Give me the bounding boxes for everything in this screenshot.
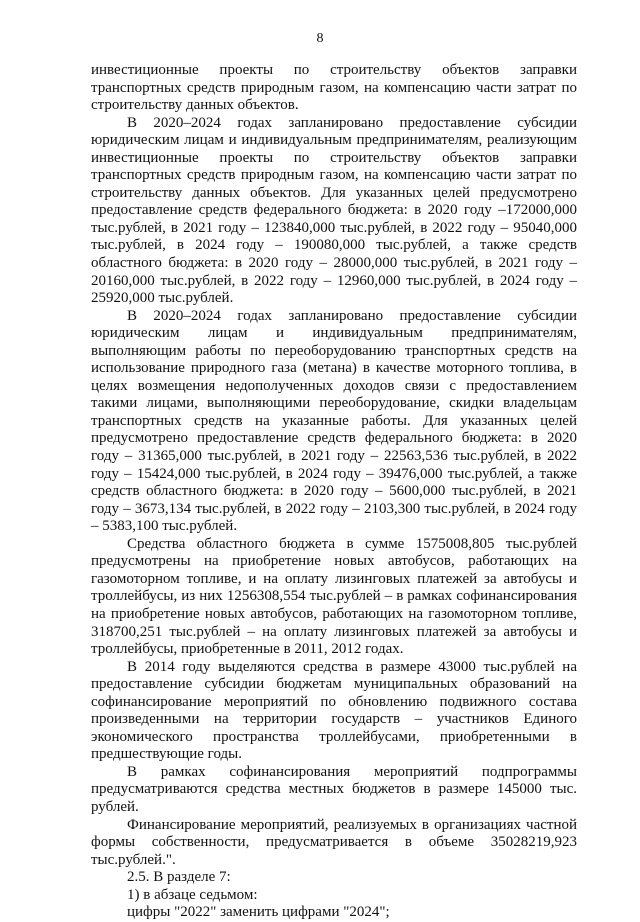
paragraph-trolleybus-2014: В 2014 году выделяются средства в размере 43000 тыс.рублей на предоставление субсидии бюджетам муниципальных образований на софинансирование мероприятий по обновлению подвижного состава произведенными на территории государств – участников Единого экономического пространства троллейбусами, приобретенными в предшествующие годы. bbox=[91, 658, 577, 763]
paragraph-local-budgets: В рамках софинансирования мероприятий подпрограммы предусматриваются средства местных бюджетов в размере 145000 тыс. рублей. bbox=[91, 763, 577, 815]
paragraph-subitem-1: 1) в абзаце седьмом: bbox=[127, 886, 258, 903]
document-body bbox=[91, 62, 577, 922]
paragraph-replace-figures: цифры "2022" заменить цифрами "2024"; bbox=[127, 904, 390, 921]
paragraph-conversion-subsidy: В 2020–2024 годах запланировано предоставление субсидии юридическим лицам и индивидуальным предпринимателям, выполняющим работы по переоборудованию транспортных средств на использование природного газа (метана) в качестве моторного топлива, в целях возмещения недополученных доходов связи с предоставлением такими лицами, выполняющими переоборудование, скидки владельцам транспортных средств на указанные работы. Для указанных целей предусмотрено предоставление средств федерального бюджета: в 2020 году – 31365,000 тыс.рублей, в 2021 году – 22563,536 тыс.рублей, в 2022 году – 15424,000 тыс.рублей, в 2024 году – 39476,000 тыс.рублей, а также средств областного бюджета: в 2020 году – 5600,000 тыс.рублей, в 2021 году – 3673,134 тыс.рублей, в 2022 году – 2103,300 тыс.рублей, в 2024 году – 5383,100 тыс.рублей. bbox=[91, 307, 577, 535]
paragraph-gas-station-subsidy: В 2020–2024 годах запланировано предоставление субсидии юридическим лицам и индивидуальным предпринимателям, реализующим инвестиционные проекты по строительству объектов заправки транспортных средств природным газом, на компенсацию части затрат по строительству данных объектов. Для указанных целей предусмотрено предоставление средств федерального бюджета: в 2020 году –172000,000 тыс.рублей, в 2021 году – 123840,000 тыс.рублей, в 2022 году – 95040,000 тыс.рублей, в 2024 году – 190080,000 тыс.рублей, а также средств областного бюджета: в 2020 году – 28000,000 тыс.рублей, в 2021 году – 20160,000 тыс.рублей, в 2022 году – 12960,000 тыс.рублей, в 2024 году – 25920,000 тыс.рублей. bbox=[91, 114, 577, 307]
paragraph-section-7: 2.5. В разделе 7: bbox=[127, 869, 231, 886]
paragraph-private-financing: Финансирование мероприятий, реализуемых в организациях частной формы собственности, предусматривается в объеме 35028219,923 тыс.рублей.". bbox=[91, 816, 577, 868]
page-number: 8 bbox=[316, 31, 324, 46]
paragraph-continuation: инвестиционные проекты по строительству объектов заправки транспортных средств природным газом, на компенсацию части затрат по строительству данных объектов. bbox=[91, 62, 577, 114]
paragraph-regional-budget-buses: Средства областного бюджета в сумме 1575008,805 тыс.рублей предусмотрены на приобретение новых автобусов, работающих на газомоторном топливе, и на оплату лизинговых платежей за автобусы и троллейбусы, из них 1256308,554 тыс.рублей – в рамках софинансирования на приобретение новых автобусов, работающих на газомоторном топливе, 318700,251 тыс.рублей – на оплату лизинговых платежей за автобусы и троллейбусы, приобретенные в 2011, 2012 годах. bbox=[91, 535, 577, 658]
